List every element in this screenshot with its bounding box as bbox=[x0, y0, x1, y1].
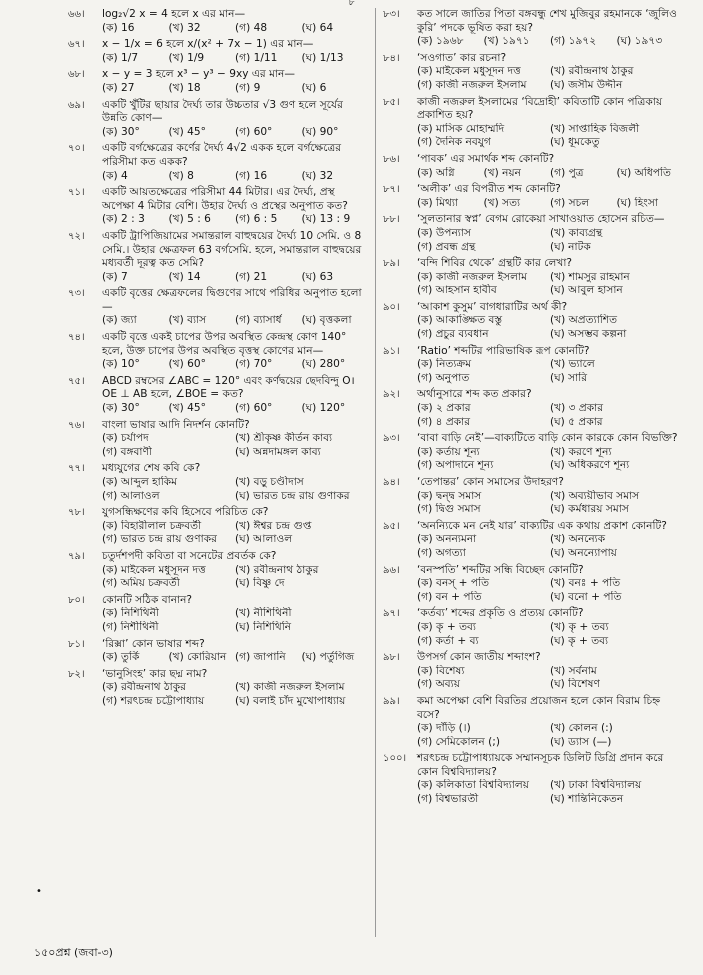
option-item: (গ) নিশীথিনী bbox=[102, 620, 159, 633]
options-list bbox=[102, 402, 368, 416]
option-item: (ঘ) আলাওল bbox=[235, 533, 293, 546]
question-number: ৭১। bbox=[68, 187, 85, 199]
option-item: (ক) 4 bbox=[102, 169, 128, 182]
question-number: ৮২। bbox=[68, 668, 85, 680]
question-text: ABCD রম্বসের ∠ABC = 120° এবং কর্ণদ্বয়ের ছেদবিন্দু O। OE ⊥ AB হলে, ∠BOE = কত? bbox=[102, 374, 355, 401]
option-item: (ঘ) 90° bbox=[301, 125, 339, 138]
options-list bbox=[102, 22, 368, 36]
options-list bbox=[102, 651, 368, 665]
option-item: (ঘ) 13 : 9 bbox=[301, 213, 351, 226]
option-item: (গ) প্রবন্ধ গ্রন্থ bbox=[417, 240, 476, 253]
option-item: (খ) ব্যাস bbox=[168, 314, 207, 327]
option-item: (ক) 30° bbox=[102, 402, 140, 415]
option-item: (ঘ) 1/13 bbox=[301, 51, 344, 64]
question-item bbox=[383, 564, 683, 605]
options-list bbox=[417, 358, 683, 385]
option-item: (ঘ) নিশিথিনি bbox=[235, 620, 292, 633]
option-item: (খ) করণে শূন্য bbox=[550, 445, 612, 458]
question-text: উপসর্গ কোন জাতীয় শব্দাংশ? bbox=[417, 651, 541, 664]
options-list bbox=[102, 213, 368, 227]
option-item: (ঘ) 280° bbox=[301, 358, 346, 371]
question-text: ‘আকাশ কুসুম’ বাগধারাটির অর্থ কী? bbox=[417, 300, 568, 313]
option-item: (ক) অনন্যমনা bbox=[417, 533, 477, 546]
question-text: একটি বৃত্তে একই চাপের উপর অবস্থিত কেন্দ্রস্থ কোণ 140° হলে, উক্ত চাপের উপর অবস্থিত বৃত্তস্থ কোণের মান— bbox=[102, 331, 347, 357]
option-item: (খ) ঈশ্বর চন্দ্র গুপ্ত bbox=[235, 519, 312, 532]
option-item: (ক) চর্যাপদ bbox=[102, 432, 149, 445]
options-list bbox=[417, 533, 683, 560]
options-list bbox=[417, 227, 683, 254]
question-number: ৯৭। bbox=[383, 608, 400, 620]
option-item: (ক) মাসিক মোহাম্মদি bbox=[417, 122, 505, 135]
option-item: (খ) অপ্রত্যাশিত bbox=[550, 314, 618, 327]
option-item: (গ) বঙ্গবাণী bbox=[102, 445, 152, 458]
option-item: (খ) অনন্যেক bbox=[550, 533, 606, 546]
question-text: ‘বন্দি শিবির থেকে’ গ্রন্থটি কার লেখা? bbox=[417, 257, 573, 270]
option-item: (ঘ) ধূমকেতু bbox=[550, 136, 600, 149]
option-item: (ঘ) 63 bbox=[301, 270, 334, 283]
option-item: (গ) ভারত চন্দ্র রায় গুণাকর bbox=[102, 533, 217, 546]
question-number: ৮১। bbox=[68, 638, 85, 650]
options-list bbox=[417, 35, 683, 49]
option-item: (গ) শরৎচন্দ্র চট্টোপাধ্যায় bbox=[102, 694, 205, 707]
option-item: (ক) ১৯৬৮ bbox=[417, 35, 464, 48]
page-footer: ১৫০প্রশ্ন (জবা-৩) bbox=[34, 946, 113, 959]
column-divider bbox=[375, 8, 376, 937]
options-list bbox=[102, 358, 368, 372]
question-number: ৮৮। bbox=[383, 214, 400, 226]
option-item: (ক) ২ প্রকার bbox=[417, 402, 471, 415]
options-list bbox=[102, 432, 368, 459]
option-item: (ঘ) বিশেষণ bbox=[550, 678, 600, 691]
question-item bbox=[68, 462, 368, 503]
option-item: (ঘ) হিংসা bbox=[616, 196, 658, 209]
option-item: (খ) কাব্যগ্রন্থ bbox=[550, 226, 603, 239]
options-list bbox=[417, 65, 683, 92]
question-item bbox=[383, 8, 683, 49]
option-item: (খ) বড়ু চণ্ডীদাস bbox=[235, 476, 304, 488]
option-item: (গ) ৪ প্রকার bbox=[417, 415, 471, 428]
question-number: ৯১। bbox=[383, 345, 400, 357]
question-text: ‘Ratio’ শব্দটির পারিভাষিক রূপ কোনটি? bbox=[417, 344, 590, 357]
question-text: ‘সুলতানার স্বপ্ন’ বেগম রোকেয়া সাখাওয়াত হোসেন রচিত— bbox=[417, 213, 665, 226]
option-item: (খ) রবীন্দ্রনাথ ঠাকুর bbox=[550, 65, 634, 78]
option-item: (ক) রবীন্দ্রনাথ ঠাকুর bbox=[102, 681, 186, 694]
question-number: ৭৬। bbox=[68, 419, 85, 431]
question-number: ৯৪। bbox=[383, 477, 400, 488]
question-item bbox=[383, 301, 683, 342]
option-item: (ঘ) বনো + পতি bbox=[550, 590, 622, 603]
question-text: অর্থানুসারে শব্দ কত প্রকার? bbox=[417, 388, 532, 401]
option-item: (ঘ) পর্তুগিজ bbox=[301, 651, 355, 664]
option-item: (ক) আব্দুল হাকিম bbox=[102, 476, 178, 488]
option-item: (গ) 9 bbox=[235, 81, 261, 94]
option-item: (গ) জাপানি bbox=[235, 651, 286, 664]
question-text: একটি বর্গক্ষেত্রের কর্ণের দৈর্ঘ্য 4√2 একক হলে বর্গক্ষেত্রের পরিসীমা কত একক? bbox=[102, 142, 342, 168]
option-item: (গ) ব্যাসার্ধ bbox=[235, 314, 282, 327]
question-text: log₂√2 x = 4 হলে x এর মান— bbox=[102, 8, 246, 20]
option-item: (গ) কর্তা + ব্য bbox=[417, 634, 479, 647]
margin-bullet: • bbox=[36, 886, 42, 897]
option-item: (গ) আলাওল bbox=[102, 489, 160, 502]
question-text: কাজী নজরুল ইসলামের ‘বিদ্রোহী’ কবিতাটি কোন পত্রিকায় প্রকাশিত হয়? bbox=[417, 95, 663, 122]
option-item: (খ) 14 bbox=[168, 270, 201, 283]
option-item: (ক) কর্তায় শূন্য bbox=[417, 445, 480, 458]
option-item: (খ) বনঃ + পতি bbox=[550, 577, 621, 590]
question-item bbox=[68, 186, 368, 227]
question-text: মধ্যযুগের শেষ কবি কে? bbox=[102, 462, 201, 475]
question-item bbox=[68, 142, 368, 183]
options-list bbox=[102, 564, 368, 591]
option-item: (ক) দ্বন্দ্ব সমাস bbox=[417, 489, 482, 502]
options-list bbox=[102, 476, 368, 503]
question-text: ‘অনন্যিকে মন নেই যার’ বাক্যটির এক কথায় প্রকাশ কোনটি? bbox=[417, 519, 667, 532]
question-item bbox=[383, 476, 683, 517]
options-list bbox=[417, 490, 683, 517]
question-text: শরৎচন্দ্র চট্টোপাধ্যায়কে সম্মানসূচক ডিলিট ডিগ্রি প্রদান করে কোন বিশ্ববিদ্যালয়? bbox=[417, 752, 664, 778]
option-item: (ক) 30° bbox=[102, 125, 140, 138]
option-item: (ঘ) নাটক bbox=[550, 240, 591, 253]
question-item bbox=[383, 651, 683, 692]
option-item: (খ) 18 bbox=[168, 81, 201, 94]
option-item: (গ) অব্যয় bbox=[417, 678, 460, 691]
options-list bbox=[102, 271, 368, 285]
question-item bbox=[68, 287, 368, 328]
option-item: (ক) 27 bbox=[102, 81, 135, 94]
option-item: (খ) শ্রীকৃষ্ণ কীর্তন কাব্য bbox=[235, 432, 333, 445]
option-item: (গ) কাজী নজরুল ইসলাম bbox=[417, 78, 527, 91]
options-list bbox=[417, 665, 683, 692]
option-item: (খ) সত্য bbox=[483, 196, 521, 209]
question-number: ৯২। bbox=[383, 389, 400, 401]
option-item: (গ) অনুপাত bbox=[417, 371, 470, 384]
option-item: (ক) মাইকেল মধুসূদন দত্ত bbox=[102, 563, 206, 576]
options-list bbox=[417, 446, 683, 473]
option-item: (ঘ) ড্যাস (—) bbox=[550, 735, 612, 748]
question-number: ৮৪। bbox=[383, 52, 400, 64]
option-item: (খ) নীশিথিনী bbox=[235, 607, 292, 620]
options-list bbox=[102, 607, 368, 634]
left-column bbox=[68, 8, 368, 712]
option-item: (ক) আকাঙ্ক্ষিত বস্তু bbox=[417, 314, 503, 327]
question-number: ৯৮। bbox=[383, 652, 400, 664]
option-item: (ক) অগ্নি bbox=[417, 166, 455, 179]
option-item: (গ) 1/11 bbox=[235, 51, 278, 64]
question-number: ৭২। bbox=[68, 230, 85, 242]
option-item: (গ) বিশ্বভারতী bbox=[417, 793, 479, 806]
question-text: কমা অপেক্ষা বেশি বিরতির প্রয়োজন হলে কোন বিরাম চিহ্ন বসে? bbox=[417, 694, 661, 721]
option-item: (ক) মাইকেল মধুসূদন দত্ত bbox=[417, 65, 521, 78]
option-item: (খ) কোলন (:) bbox=[550, 722, 613, 735]
question-number: ৯৯। bbox=[383, 695, 400, 707]
option-item: (ঘ) 64 bbox=[301, 21, 334, 34]
option-item: (ঘ) 32 bbox=[301, 169, 334, 182]
question-text: ‘ভানুসিংহ’ কার ছদ্ম নাম? bbox=[102, 667, 208, 680]
question-item bbox=[68, 668, 368, 709]
question-number: ৭০। bbox=[68, 143, 85, 155]
question-item bbox=[383, 257, 683, 298]
option-item: (ঘ) কর্মধারয় সমাস bbox=[550, 503, 629, 516]
option-item: (গ) অগত্যা bbox=[417, 546, 466, 559]
options-list bbox=[417, 779, 683, 806]
option-item: (খ) কৃ + তব্য bbox=[550, 620, 609, 633]
option-item: (গ) অমিয় চক্রবর্তী bbox=[102, 577, 180, 590]
option-item: (খ) সাপ্তাহিক বিজলী bbox=[550, 122, 640, 135]
option-item: (গ) সচল bbox=[550, 196, 590, 209]
option-item: (ঘ) 120° bbox=[301, 402, 346, 415]
options-list bbox=[102, 126, 368, 140]
option-item: (খ) রবীন্দ্রনাথ ঠাকুর bbox=[235, 563, 319, 576]
options-list bbox=[102, 82, 368, 96]
question-text: চতুর্দশপদী কবিতা বা সনেটের প্রবর্তক কে? bbox=[102, 549, 277, 562]
option-item: (খ) ৩ প্রকার bbox=[550, 402, 604, 415]
option-item: (ক) 10° bbox=[102, 358, 140, 371]
option-item: (খ) 32 bbox=[168, 21, 201, 34]
options-list bbox=[417, 123, 683, 150]
option-item: (ঘ) অসম্ভব কল্পনা bbox=[550, 328, 627, 341]
option-item: (গ) ১৯৭২ bbox=[550, 35, 597, 48]
options-list bbox=[102, 681, 368, 708]
question-text: বাংলা ভাষার আদি নিদর্শন কোনটি? bbox=[102, 418, 250, 431]
question-text: ‘রিক্সা’ কোন ভাষার শব্দ? bbox=[102, 637, 205, 650]
question-number: ৭৯। bbox=[68, 550, 85, 562]
option-item: (খ) অব্যয়ীভাব সমাস bbox=[550, 489, 640, 502]
options-list bbox=[417, 722, 683, 749]
option-item: (খ) 45° bbox=[168, 125, 206, 138]
question-text: একটি খুঁটির ছায়ার দৈর্ঘ্য তার উচ্চতার √3 গুণ হলে সূর্যের উন্নতি কোণ— bbox=[102, 98, 343, 125]
question-item bbox=[68, 638, 368, 665]
question-number: ৬৭। bbox=[68, 39, 85, 51]
question-text: x − y = 3 হলে x³ − y³ − 9xy এর মান— bbox=[102, 68, 295, 81]
option-item: (খ) ঢাকা বিশ্ববিদ্যালয় bbox=[550, 779, 642, 792]
option-item: (ঘ) কৃ + তব্য bbox=[550, 634, 609, 647]
question-number: ৮৬। bbox=[383, 153, 400, 165]
option-item: (গ) আহসান হাবীব bbox=[417, 284, 497, 297]
option-item: (গ) পুত্র bbox=[550, 166, 584, 179]
option-item: (ঘ) জসীম উদ্দীন bbox=[550, 78, 623, 91]
option-item: (ঘ) শান্তিনিকেতন bbox=[550, 793, 624, 806]
option-item: (ক) কলিকাতা বিশ্ববিদ্যালয় bbox=[417, 779, 529, 792]
option-item: (ক) দাঁড়ি (।) bbox=[417, 722, 471, 735]
question-text: x − 1/x = 6 হলে x/(x² + 7x − 1) এর মান— bbox=[102, 38, 314, 51]
question-item bbox=[68, 68, 368, 95]
option-item: (ক) বিশেষ্য bbox=[417, 664, 465, 677]
option-item: (গ) 21 bbox=[235, 270, 268, 283]
question-number: ১০০। bbox=[383, 753, 407, 765]
question-text: ‘তেপান্তর’ কোন সমাসের উদাহরণ? bbox=[417, 476, 564, 488]
question-number: ৮৩। bbox=[383, 9, 400, 20]
question-item bbox=[383, 388, 683, 429]
right-column bbox=[383, 8, 683, 810]
question-item bbox=[383, 607, 683, 648]
option-item: (গ) 6 : 5 bbox=[235, 213, 278, 226]
option-item: (খ) ১৯৭১ bbox=[483, 35, 530, 48]
options-list bbox=[417, 402, 683, 429]
option-item: (গ) 60° bbox=[235, 125, 273, 138]
question-item bbox=[68, 331, 368, 372]
question-number: ৭৪। bbox=[68, 332, 85, 344]
option-item: (ঘ) আবুল হাসান bbox=[550, 284, 623, 297]
option-item: (খ) ভ্যালে bbox=[550, 358, 595, 371]
option-item: (গ) প্রচুর ব্যবধান bbox=[417, 328, 489, 341]
option-item: (ক) উপন্যাস bbox=[417, 226, 471, 239]
option-item: (গ) 16 bbox=[235, 169, 268, 182]
option-item: (গ) বন + পতি bbox=[417, 590, 482, 603]
option-item: (খ) কোরিয়ান bbox=[168, 651, 227, 664]
question-item bbox=[68, 38, 368, 65]
question-text: ‘বনস্পতি’ শব্দটির সন্ধি বিচ্ছেদ কোনটি? bbox=[417, 563, 584, 576]
option-item: (ক) বনস্ + পতি bbox=[417, 577, 490, 590]
option-item: (ঘ) সারি bbox=[550, 371, 588, 384]
question-item bbox=[383, 96, 683, 150]
option-item: (ক) 16 bbox=[102, 21, 135, 34]
question-text: ‘পাবক’ এর সমার্থক শব্দ কোনটি? bbox=[417, 152, 555, 165]
options-list bbox=[102, 314, 368, 328]
question-item bbox=[383, 153, 683, 180]
option-item: (ক) নিত্যক্রম bbox=[417, 358, 472, 371]
options-list bbox=[417, 314, 683, 341]
options-list bbox=[417, 577, 683, 604]
question-item bbox=[383, 752, 683, 806]
question-text: কোনটি সঠিক বানান? bbox=[102, 593, 193, 606]
question-text: একটি আয়তক্ষেত্রের পরিসীমা 44 মিটার। এর দৈর্ঘ্য, প্রস্থ অপেক্ষা 4 মিটার বেশি। উহার দৈর্ঘ্য ও প্রস্থের অনুপাত কত? bbox=[102, 186, 348, 212]
question-number: ৭৮। bbox=[68, 507, 85, 519]
option-item: (খ) শামসুর রাহমান bbox=[550, 270, 630, 283]
options-list bbox=[417, 167, 683, 181]
option-item: (ঘ) অধিকরণে শূন্য bbox=[550, 459, 630, 472]
question-text: একটি বৃত্তের ক্ষেত্রফলের দ্বিগুণের সাথে পরিধির অনুপাত হলো— bbox=[102, 287, 362, 313]
option-item: (খ) 45° bbox=[168, 402, 206, 415]
question-item bbox=[383, 183, 683, 210]
options-list bbox=[417, 271, 683, 298]
option-item: (ঘ) অনন্যোপায় bbox=[550, 546, 617, 559]
question-number: ৯৬। bbox=[383, 564, 400, 576]
option-item: (খ) সর্বনাম bbox=[550, 664, 597, 677]
option-item: (ক) 1/7 bbox=[102, 51, 139, 64]
option-item: (ক) 7 bbox=[102, 270, 128, 283]
options-list bbox=[102, 52, 368, 66]
question-item bbox=[383, 520, 683, 561]
option-item: (গ) দৈনিক নবযুগ bbox=[417, 136, 491, 149]
options-list bbox=[102, 520, 368, 547]
option-item: (ঘ) ৫ প্রকার bbox=[550, 415, 603, 428]
question-item bbox=[383, 345, 683, 386]
question-number: ৬৬। bbox=[68, 9, 85, 20]
option-item: (ঘ) বলাই চাঁদ মুখোপাধ্যায় bbox=[235, 694, 346, 707]
question-text: ‘বাবা বাড়ি নেই’—বাক্যটিতে বাড়ি কোন কারকে কোন বিভক্তি? bbox=[417, 432, 678, 445]
question-item bbox=[68, 375, 368, 416]
question-number: ৭৭। bbox=[68, 463, 85, 475]
option-item: (ঘ) ১৯৭৩ bbox=[616, 35, 663, 48]
question-number: ৬৯। bbox=[68, 99, 85, 111]
option-item: (গ) 70° bbox=[235, 358, 273, 371]
option-item: (খ) 5 : 6 bbox=[168, 213, 211, 226]
option-item: (ঘ) বিষ্ণু দে bbox=[235, 577, 285, 590]
options-list bbox=[417, 621, 683, 648]
question-number: ৮৫। bbox=[383, 96, 400, 108]
options-list bbox=[417, 197, 683, 211]
question-text: ‘অলীক’ এর বিপরীত শব্দ কোনটি? bbox=[417, 183, 561, 196]
option-item: (ঘ) বৃত্তকলা bbox=[301, 314, 352, 327]
question-item bbox=[383, 213, 683, 254]
option-item: (গ) দ্বিগু সমাস bbox=[417, 503, 481, 516]
question-item bbox=[68, 99, 368, 140]
question-text: ‘কর্তব্য’ শব্দের প্রকৃতি ও প্রত্যয় কোনটি? bbox=[417, 607, 584, 620]
question-item bbox=[68, 550, 368, 591]
option-item: (গ) 48 bbox=[235, 21, 268, 34]
option-item: (গ) 60° bbox=[235, 402, 273, 415]
question-item bbox=[68, 230, 368, 284]
question-number: ৮৭। bbox=[383, 184, 400, 196]
question-item bbox=[68, 506, 368, 547]
option-item: (ক) নিশিথিনী bbox=[102, 607, 159, 620]
question-number: ৮০। bbox=[68, 594, 85, 606]
question-item bbox=[383, 432, 683, 473]
question-text: ‘সওগাত’ কার রচনা? bbox=[417, 51, 507, 64]
question-item bbox=[68, 419, 368, 460]
option-item: (খ) নয়ন bbox=[483, 166, 521, 179]
question-text: একটি ট্রাপিজিয়ামের সমান্তরাল বাহুদ্বয়ের দৈর্ঘ্য 10 সেমি. ও 8 সেমি.। উহার ক্ষেত্রফল 63 বর্গসেমি. হলে, সমান্তরাল বাহুদ্বয়ের মধ্যবর্তী দূরত্ব কত সেমি? bbox=[102, 229, 362, 270]
option-item: (ঘ) 6 bbox=[301, 81, 327, 94]
question-item bbox=[68, 8, 368, 35]
option-item: (ক) মিথ্যা bbox=[417, 196, 458, 209]
page-marker: ৮ bbox=[348, 0, 355, 8]
question-number: ৯৫। bbox=[383, 520, 400, 532]
question-item bbox=[68, 594, 368, 635]
option-item: (ক) 2 : 3 bbox=[102, 213, 145, 226]
option-item: (গ) অপাদানে শূন্য bbox=[417, 459, 494, 472]
question-number: ৮৯। bbox=[383, 258, 400, 270]
question-item bbox=[383, 52, 683, 93]
option-item: (খ) 8 bbox=[168, 169, 194, 182]
option-item: (ক) তুর্কি bbox=[102, 651, 140, 664]
option-item: (ক) কাজী নজরুল ইসলাম bbox=[417, 270, 527, 283]
option-item: (গ) সেমিকোলন (;) bbox=[417, 735, 500, 748]
question-number: ৯০। bbox=[383, 301, 400, 313]
option-item: (ঘ) অধিপতি bbox=[616, 166, 671, 179]
option-item: (ঘ) ভারত চন্দ্র রায় গুণাকর bbox=[235, 489, 350, 502]
option-item: (খ) কাজী নজরুল ইসলাম bbox=[235, 681, 345, 694]
option-item: (ক) জ্যা bbox=[102, 314, 137, 327]
option-item: (খ) 60° bbox=[168, 358, 206, 371]
option-item: (খ) 1/9 bbox=[168, 51, 205, 64]
question-item bbox=[383, 695, 683, 749]
question-number: ৭৩। bbox=[68, 288, 85, 300]
question-text: যুগসন্ধিক্ষণের কবি হিসেবে পরিচিত কে? bbox=[102, 506, 269, 519]
option-item: (ঘ) অন্নদামঙ্গল কাব্য bbox=[235, 445, 321, 458]
option-item: (ক) বিহারীলাল চক্রবর্তী bbox=[102, 519, 202, 532]
option-item: (ক) কৃ + তব্য bbox=[417, 620, 476, 633]
question-number: ৭৫। bbox=[68, 375, 85, 387]
question-text: কত সালে জাতির পিতা বঙ্গবন্ধু শেখ মুজিবুর রহমানকে ‘জুলিও কুরি’ পদকে ভূষিত করা হয়? bbox=[417, 8, 677, 34]
question-number: ৯৩। bbox=[383, 433, 400, 445]
question-number: ৬৮। bbox=[68, 69, 85, 81]
options-list bbox=[102, 170, 368, 184]
